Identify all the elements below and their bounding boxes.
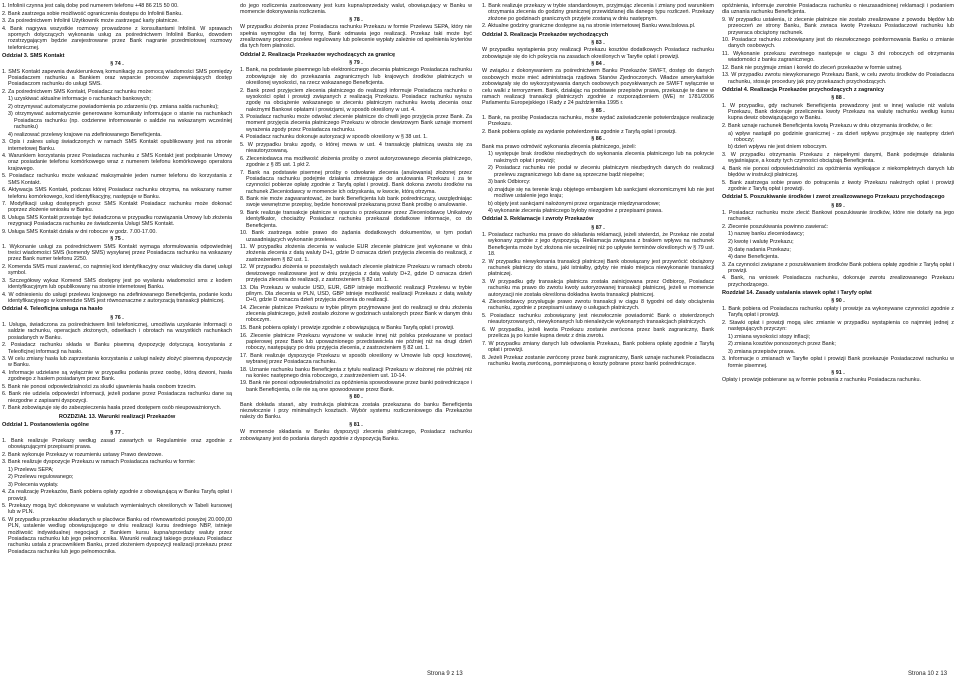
numbered-clause: 3. Za pośrednictwem Infolinii Użytkownik może zastrzegać karty płatnicze. xyxy=(2,18,179,25)
numbered-clause: 3. Bank realizuje dyspozycje Przekazu w ramach Posiadacza rachunku w formie: xyxy=(2,459,196,466)
numbered-clause: 4. Zleceniodawcy przysługuje prawo zwrotu transakcji w ciągu 8 tygodni od daty obciążenia rachunku, zgodnie z przepisami ustawy o usługach płatniczych. xyxy=(482,299,714,312)
paragraph: W przypadku wystąpienia przy realizacji Przekazu kosztów dodatkowych Posiadacz rachunku zobowiązuje się do ich pokrycia na zasadach określonych w Taryfie opłat i prowizji. xyxy=(482,47,714,60)
paragraph-number: § 88 . xyxy=(831,95,845,102)
paragraph-number: § 91 . xyxy=(831,370,845,377)
paragraph-number: § 83 . xyxy=(591,39,605,46)
numbered-clause: 9. W przypadku ustalenia, iż zlecenie płatnicze nie zostało zrealizowane z powodu błędów lub przeoczeń ze strony Banku, Bank zwraca kwotę Przekazu Posiadaczowi rachunku lub przywraca obciążony rachunek. xyxy=(722,16,954,36)
sub-clause: 3) zmiana przepisów prawa. xyxy=(728,348,796,355)
numbered-clause: 18. Uznanie rachunku banku Beneficjenta z tytułu realizacji Przekazu w złożonej nie później niż na koniec następnego dnia roboczego, z zastrzeżeniem ust. 10-14. xyxy=(240,366,472,379)
numbered-clause: 9. Bank realizuje transakcje płatnicze w oparciu o przekazane przez Zleceniodawcę Unikatowy identyfikator, chociażby Posiadacz rachunku przekazał dodatkowe informacje, co do Beneficjenta. xyxy=(240,210,472,229)
paragraph: Bank ma prawo odmówić wykonania zlecenia płatniczego, jeżeli: xyxy=(482,143,637,150)
section-heading: Oddział 3. Reklamacje i zwroty Przekazów xyxy=(482,216,594,223)
page-number-right: Strona 10 z 13 xyxy=(908,671,948,677)
numbered-clause: 7. Bank zobowiązuje się do zabezpieczenia hasła przed dostępem osób nieupoważnionych. xyxy=(2,405,222,412)
paragraph: Opłaty i prowizje pobierane są w formie pobrania z rachunku Posiadacza rachunku. xyxy=(722,377,921,384)
page-number-left: Strona 9 z 13 xyxy=(427,671,463,677)
numbered-clause: 13. W przypadku zwrotu niewykonanego Przekazu Bank, w celu zwrotu środków do Posiadacza rachunku, stosuje procedury jak przy przekazach przychodzących. xyxy=(722,72,954,85)
numbered-clause: 5. W przypadku braku zgody, o której mowa w ust. 4 transakcję płatniczą uważa się za nieautoryzowaną. xyxy=(240,141,472,155)
sub-clause: 3) datę nadania Przekazu; xyxy=(728,246,791,253)
paragraph-number: § 87 . xyxy=(591,224,605,231)
paragraph: Bank dokłada starań, aby instrukcja płatnicza została przekazana do banku Beneficjenta niezwłocznie i przy minimalnych kosztach. Wybór systemu rozliczeniowego dla Przekazów należy do Banku. xyxy=(240,401,472,421)
numbered-clause: 1. Usługa, świadczona za pośrednictwem linii telefonicznej, umożliwia uzyskanie informacji o saldzie rachunku, operacjach złożonych, odsetkach i obrotach na wszystkich rachunkach posiadanych w Banku. xyxy=(2,322,232,341)
section-heading: Oddział 1. Postanowienia ogólne xyxy=(2,421,90,428)
numbered-clause: 1. SMS Kontakt zapewnia dwukierunkową komunikację za pomocą wiadomości SMS pomiędzy Posiadaczem rachunku a Bankiem oraz wsparcie procesów zapewniających dostęp Posiadaczom rachunku do usługi SMS. xyxy=(2,68,232,88)
numbered-clause: 10. Posiadacz rachunku zobowiązany jest do niezwłocznego poinformowania Banku o zmianie danych osobowych. xyxy=(722,37,954,50)
sub-clause: 2) kwotę i walutę Przekazu; xyxy=(728,238,794,245)
paragraph-number: § 89 . xyxy=(831,202,845,209)
numbered-clause: 5. Bank zastrzega sobie prawo do potrącenia z kwoty Przekazu należnych opłat i prowizji zgodnie z Taryfą opłat i prowizji. xyxy=(722,179,954,192)
numbered-clause: 3. W przypadku otrzymania Przekazu z niepełnymi danymi, Bank podejmuje działania wyjaśniające, a koszty tych czynności obciążają Beneficjenta. xyxy=(722,151,954,165)
numbered-clause: 4. Za realizację Przekazów, Bank pobiera opłaty zgodnie z obowiązującą w Banku Taryfą opłat i prowizji. xyxy=(2,489,232,502)
sub-clause: 1) występuje brak środków niezbędnych do wykonania zlecenia płatniczego lub na pokrycie należnych opłat i prowizji; xyxy=(488,151,714,164)
numbered-clause: 5. Przekazy mogą być dokonywane w walutach wymienialnych określonych w Tabeli kursowej lub w PLN. xyxy=(2,503,232,516)
section-heading: Oddział 3. Realizacja Przekazów wychodzących xyxy=(482,31,609,38)
numbered-clause: 5. Posiadacz rachunku zobowiązany jest niezwłocznie powiadomić Bank o stwierdzonych nieautoryzowanych, niewykonanych lub nienależycie wykonanych transakcjach płatniczych. xyxy=(482,312,714,326)
paragraph-number: § 77 . xyxy=(110,430,124,437)
numbered-clause: 16. Zlecenie płatnicze Przekazu wyrażone w walucie innej niż polska przekazane w postaci papierowej przez Bank lub upoważnionego przedstawiciela nie później niż na drugi dzień roboczy, następujący po dniu przyjęcia zlecenia, z zastrzeżeniem § 82 ust. 1. xyxy=(240,332,472,352)
numbered-clause: 1. W przypadku, gdy rachunek Beneficjenta prowadzony jest w innej walucie niż waluta Przekazu, Bank dokonuje przeliczenia kwoty Przekazu na walutę rachunku według kursu kupna dewiz obowiązującego w Banku. xyxy=(722,102,954,122)
sub-clause: 3) bank Odbiorcy: xyxy=(488,179,531,186)
paragraph: opóźnienia, informuje zwrotnie Posiadacza rachunku o nieuzasadnionej reklamacji i podaniem dla uznania rachunku Beneficjenta. xyxy=(722,3,954,16)
numbered-clause: 2. W przypadku niewykonania transakcji płatniczej Bank obowiązany jest przywrócić obciążony rachunek płatniczy do stanu, jaki istniałby, gdyby nie miało miejsca niewykonanie transakcji płatniczej. xyxy=(482,258,714,278)
paragraph-number: § 75 . xyxy=(110,236,124,243)
numbered-clause: 19. Bank nie ponosi odpowiedzialności za opóźnienia spowodowane przez banki pośredniczące i bank Beneficjenta, o ile nie są one spowodowane przez Bank. xyxy=(240,380,472,393)
paragraph-number: § 76 . xyxy=(110,314,124,321)
numbered-clause: 1. Bank, na podstawie pisemnego lub elektronicznego zlecenia płatniczego Posiadacza rachunku zobowiązuje się do przekazania zagranicznych lub krajowych środków płatniczych w określonej wysokości, na rzecz wskazanego Beneficjenta. xyxy=(240,67,472,86)
section-heading: Oddział 5. Poszukiwanie środków i zwrot zrealizowanego Przekazu przychodzącego xyxy=(722,194,945,201)
numbered-clause: 1. Bank realizuje Przekazy według zasad zawartych w Regulaminie oraz zgodnie z obowiązującymi przepisami prawa. xyxy=(2,437,232,450)
numbered-clause: 7. W przypadku zmiany danych lub odwołania Przekazu, Bank pobiera opłatę zgodnie z Taryfą opłat i prowizji. xyxy=(482,340,714,354)
numbered-clause: 5. Bank nie ponosi odpowiedzialności za skutki ujawnienia hasła osobom trzecim. xyxy=(2,383,197,390)
numbered-clause: 3. Opis i zakres usług świadczonych w ramach SMS Kontakt opublikowany jest na stronie internetowej Banku. xyxy=(2,139,232,152)
sub-clause: 1) zmiana wysokości stopy inflacji; xyxy=(728,333,811,340)
numbered-clause: 4. Warunkiem korzystania przez Posiadacza rachunku z SMS Kontakt jest podpisanie Umowy oraz posiadanie telefonu komórkowego wraz z numerem telefonu komórkowego operatora krajowego. xyxy=(2,153,232,172)
paragraph: W związku z dokonywaniem za pośrednictwem Banku Przekazów SWIFT, dostęp do danych osobowych może mieć administracja rządowa Stanów Zjednoczonych. Władze amerykańskie zobowiązały się do wykorzystywania danych osobowych pozyskiwanych ze SWIFT wyłącznie w celu walki z terroryzmem. Bank, działając na podstawie przepisów prawa, przekazuje te dane w ramach realizacji transakcji płatniczych zgodnie z rozporządzeniem (WE) nr 1781/2006 Parlamentu Europejskiego i Rady z 24 października 1995 r. xyxy=(482,68,714,107)
numbered-clause: 7. Modyfikacji usług dostępnych przez SMS Kontakt Posiadacz rachunku może dokonać poprzez złożenie wniosku w Banku. xyxy=(2,201,232,214)
numbered-clause: 8. Usługa SMS Kontakt przestaje być świadczona w przypadku rozwiązania Umowy lub złożenia rezygnacji Posiadacza rachunku ze świadczenia Usługi SMS Kontakt. xyxy=(2,214,232,228)
numbered-clause: 3. Za czynności związane z poszukiwaniem środków Bank pobiera opłatę zgodnie z Taryfą opłat i prowizji. xyxy=(722,261,954,274)
section-heading: Rozdział 14. Zasady ustalania stawek opłat i Taryfy opłat xyxy=(722,290,872,297)
paragraph-number: § 81 . xyxy=(349,421,363,428)
numbered-clause: 2. Za pośrednictwem SMS Kontakt, Posiadacz rachunku może: xyxy=(2,88,153,95)
sub-clause: 2) Posiadacz rachunku nie podał w zleceniu płatniczym niezbędnych danych do realizacji przelewu zagranicznego lub dane są sprzeczne bądź niepełne; xyxy=(488,165,714,178)
sub-clause: 1) uzyskiwać aktualne informacje o rachunkach bankowych; xyxy=(8,96,151,103)
paragraph: W przypadku złożenia przez Posiadacza rachunku Przekazu w formie Przelewu SEPA, który nie spełnia wymogów dla tej formy, Bank odmawia jego realizacji. Przekaz taki może być zrealizowany poprzez przelew regulowany lub polecenie wypłaty zależnie od spełnienia kryteriów dla tych form płatności. xyxy=(240,24,472,50)
sub-clause: a) znajduje się na terenie kraju objętego embargiem lub sankcjami ekonomicznymi lub nie jest możliwe ustalenie jego kraju; xyxy=(488,186,714,199)
numbered-clause: 1. Bank realizuje przekazy w trybie standardowym, przyjmując zlecenia i zmiany pod warunkiem otrzymania zlecenia do godziny granicznej przewidzianej dla danego typu rozliczeń. Przekazy złożone po godzinach granicznych przyjęte zostaną w dniu następnym. xyxy=(482,3,714,22)
numbered-clause: 3. W przypadku gdy transakcja płatnicza została zainicjowana przez Odbiorcę, Posiadacz rachunku ma prawo do zwrotu kwoty autoryzowanej transakcji płatniczej, jeżeli w momencie autoryzacji nie została określona dokładna kwota transakcji płatniczej. xyxy=(482,278,714,298)
numbered-clause: 11. Wykonanie przekazu zwrotnego następuje w ciągu 3 dni roboczych od otrzymania wiadomości z banku zagranicznego. xyxy=(722,50,954,64)
sub-clause: 1) Przelewu SEPA; xyxy=(8,466,54,473)
numbered-clause: 2. Bank uznaje rachunek Beneficjenta kwotą Przekazu w dniu otrzymania środków, o ile: xyxy=(722,122,933,129)
text-column-2 xyxy=(240,3,472,667)
sub-clause: 4) wykonanie zlecenia płatniczego byłoby niezgodne z przepisami prawa. xyxy=(488,208,663,215)
paragraph: W momencie składania w Banku dyspozycji zlecenia płatniczego, Posiadacz rachunku zobowiązany jest do podania danych zgodnie z dyspozycją Banku. xyxy=(240,429,472,442)
text-column-1 xyxy=(2,3,232,667)
numbered-clause: 4. Informacje udzielane są wyłącznie w przypadku podania przez osobę, którą dzwoni, hasła zgodnego z hasłem posiadanym przez Bank. xyxy=(2,370,232,383)
numbered-clause: 3. Informacje o zmianach w Taryfie opłat i prowizji Bank przekazuje Posiadaczowi rachunku w formie pisemnej. xyxy=(722,356,954,369)
sub-clause: 4) realizować przelewy krajowe na zdefiniowanego Beneficjenta. xyxy=(8,131,162,138)
numbered-clause: 4. Bank nagrywa wszystkie rozmowy prowadzone z konsultantami Infolinii. W sprawach spornych dotyczących wykonania usług za pośrednictwem Infolinii Banku, dowodem rozstrzygającym będzie zarejestrowane przez Bank nagranie przedmiotowej rozmowy telefonicznej. xyxy=(2,25,232,51)
numbered-clause: 3. W celu zmiany hasła lub zaprzestania korzystania z usługi należy złożyć pisemną dyspozycję w Banku. xyxy=(2,356,232,369)
numbered-clause: 10. Bank zastrzega sobie prawo do żądania dodatkowych dokumentów, w tym podań uzasadniających wykonanie przelewu. xyxy=(240,230,472,243)
numbered-clause: 1. Posiadacz rachunku może zlecić Bankowi poszukiwanie środków, które nie dotarły na jego rachunek. xyxy=(722,210,954,223)
sub-clause: 2) zmiana kosztów ponoszonych przez Bank; xyxy=(728,341,836,348)
numbered-clause: 12. W przypadku złożenia w pozostałych walutach zlecenie płatnicze Przekazu w ramach obrotu dewizowego realizowane jest w dniu przyjęcia z datą waluty D+2, gdzie D oznacza dzień przyjęcia zlecenia do realizacji, z zastrzeżeniem § 82 ust. 1. xyxy=(240,264,472,283)
sub-clause: 1) nazwę banku zleceniodawcy; xyxy=(728,231,805,238)
paragraph-number: § 78 . xyxy=(349,16,363,23)
numbered-clause: 2. Zlecenie poszukiwania powinno zawierać: xyxy=(722,223,829,230)
numbered-clause: 6. W przypadku, jeżeli kwota Przekazu zostanie zwrócona przez bank zagraniczny, Bank przelicza ją po kursie kupna dewiz z dnia zwrotu. xyxy=(482,326,714,340)
paragraph: do jego rozliczenia zastosowany jest kurs kupna/sprzedaży walut, obowiązujący w Banku w momencie dokonywania rozliczenia. xyxy=(240,3,472,16)
sub-clause: 3) Polecenia wypłaty. xyxy=(8,481,59,488)
numbered-clause: 4. Posiadacz rachunku dokonuje autoryzacji w sposób określony w § 38 ust. 1. xyxy=(240,134,428,141)
paragraph-number: § 74 . xyxy=(110,61,124,68)
paragraph-number: § 79 . xyxy=(349,59,363,66)
numbered-clause: 8. Bank nie może zagwarantować, że bank Beneficjenta lub bank pośredniczący, uwzględniając swoje wewnętrzne przepisy, będzie honorował przekazaną przez Bank prośbę o anulowanie. xyxy=(240,196,472,209)
numbered-clause: 2. Bank pobiera opłatę za wydanie potwierdzenia zgodnie z Taryfą opłat i prowizji. xyxy=(482,128,677,135)
sub-clause: b) dzień wpływu nie jest dniem roboczym. xyxy=(728,144,828,151)
text-column-4 xyxy=(722,3,954,667)
paragraph-number: § 80 . xyxy=(349,394,363,401)
numbered-clause: 1. Wykonanie usługi za pośrednictwem SMS Kontakt wymaga sformułowania odpowiedniej treści wiadomości SMS (komendy SMS) wysyłanej przez Posiadacza rachunku na wskazany przez Bank numer telefonu 2250. xyxy=(2,243,232,263)
numbered-clause: 2. Bank przed przyjęciem zlecenia płatniczego do realizacji informuje Posiadacza rachunku o wysokości opłat i prowizji związanych z realizacją Przekazu. Posiadacz rachunku wyraża zgodę na obciążenie wskazanego w zleceniu płatniczym rachunku kwotą zlecenia oraz należnymi Bankowi opłatami i prowizjami, w sposób określony w ust. 4. xyxy=(240,87,472,113)
numbered-clause: 7. Bank na podstawie pisemnej prośby o odwołanie zlecenia (anulowania) złożonej przez Posiadacza rachunku podejmie działania zmierzające do anulowania Przekazu i za te czynności pobierze opłatę zgodnie z Taryfą opłat i prowizji. Bank dokona zwrotu środków na rachunek Zleceniodawcy w momencie ich odzyskania, w kwocie, którą otrzyma. xyxy=(240,169,472,195)
numbered-clause: 13. Dla Przekazu w walucie USD, EUR, GBP istnieje możliwość realizacji Przelewu w trybie pilnym. Dla zlecenia w PLN, USD, GBP istnieje możliwość realizacji Przekazu z datą waluty D+0, gdzie D oznacza dzień przyjęcia zlecenia do realizacji. xyxy=(240,284,472,304)
numbered-clause: 3. Posiadacz rachunku może odwołać zlecenie płatnicze do chwili jego przyjęcia przez Bank. Za moment przyjęcia zlecenia płatniczego Przekazu w obrocie dewizowym Bank uznaje moment wyrażenia zgody przez Posiadacza rachunku. xyxy=(240,114,472,133)
section-heading: Oddział 2. Realizacja Przekazów wychodzących za granicę xyxy=(240,51,396,58)
numbered-clause: 1. Infolinii czynna jest całą dobę pod numerem telefonu +48 86 215 50 00. xyxy=(2,3,179,9)
numbered-clause: 2. Komenda SMS musi zawierać, co najmniej kod identyfikacyjny oraz właściwy dla danej usługi symbol. xyxy=(2,263,232,277)
numbered-clause: 2. Bank zastrzega sobie możliwość ograniczenia dostępu do Infolinii Banku. xyxy=(2,10,183,17)
numbered-clause: 2. Posiadacz rachunku składa w Banku pisemną dyspozycję dotyczącą korzystania z Teleoficjnej informacji na hasło. xyxy=(2,342,232,355)
paragraph-number: § 86 . xyxy=(591,136,605,143)
sub-clause: 4) dane Beneficjenta. xyxy=(728,254,779,261)
numbered-clause: 2. Aktualne godziny graniczne dostępne są na stronie internetowej Banku www.bslowa.pl. xyxy=(482,23,696,30)
paragraph-number: § 90 . xyxy=(831,298,845,305)
numbered-clause: 1. Bank pobiera od Posiadacza rachunku opłaty i prowizje za wykonywane czynności zgodnie z Taryfą opłat i prowizji. xyxy=(722,305,954,319)
chapter-heading: ROZDZIAŁ 13. Warunki realizacji Przekazów xyxy=(58,413,176,420)
numbered-clause: 6. W przypadku przekazów składanych w placówce Banku od równowartości powyżej 20.000,00 PLN, ustalenie wedlug obowiązującego w dniu realizacji kursu średniego NBP, istnieje możliwość indywidualnej negocjacji z Bankiem kursu kupna/sprzedaży waluty przez Posiadacza rachunku lub jego pełnomocnika. Warunki realizacji takiego przekazu Posiadacz rachunku ustala z pracownikiem Banku, przed złożeniem dyspozycji realizacji przekazu przez Posiadacza rachunku lub jego pełnomocnika. xyxy=(2,516,232,555)
numbered-clause: 6. Aktywacja SMS Kontakt, podczas której Posiadacz rachunku otrzyma, na wskazany numer telefonu komórkowego, kod identyfikacyjny, następuje w Banku. xyxy=(2,187,232,200)
sub-clause: 3) otrzymywać automatycznie generowane komunikaty informujące o stanie na rachunkach Posiadacza rachunku (np. codzienne informowanie o saldzie na wskazanym wcześniej rachunku) xyxy=(8,111,232,131)
paragraph-number: § 84 . xyxy=(591,61,605,68)
sub-clause: b) objęty jest sankcjami nałożonymi przez organizacje międzynarodowe; xyxy=(488,200,661,207)
numbered-clause: 5. Posiadacz rachunku może wskazać maksymalnie jeden numer telefonu do korzystania z SMS Kontakt. xyxy=(2,173,232,186)
text-column-3 xyxy=(482,3,714,667)
numbered-clause: 6. Zleceniodawca ma możliwość złożenia prośby o zwrot autoryzowanego zlecenia płatniczego, zgodnie z § 85 ust. 1 pkt 2. xyxy=(240,155,472,169)
numbered-clause: 4. Bank, na wniosek Posiadacza rachunku, dokonuje zwrotu zrealizowanego Przekazu przychodzącego. xyxy=(722,275,954,288)
numbered-clause: 15. Bank pobiera opłaty i prowizje zgodnie z obowiązującą w Banku Taryfą opłat i prowizji. xyxy=(240,324,455,331)
numbered-clause: 11. W przypadku złożenia zlecenia w walucie EUR zlecenie płatnicze jest wykonane w dniu złożenia zlecenia z datą waluty D+1, gdzie D oznacza dzień przyjęcia zlecenia do realizacji, z zastrzeżeniem § 82 ust. 1. xyxy=(240,244,472,263)
sub-clause: a) wpływ nastąpił po godzinie granicznej - za dzień wpływu przyjmuje się następny dzień roboczy; xyxy=(728,130,954,143)
numbered-clause: 17. Bank realizuje dyspozycje Przekazu w sposób określony w Umowie lub opcji kosztowej, wybranej przez Posiadacza rachunku. xyxy=(240,352,472,366)
numbered-clause: 4. W odniesieniu do usługi przelewu krajowego na zdefiniowanego Beneficjenta, podanie kodu identyfikacyjnego w komendzie SMS jest równoznaczne z autoryzacją transakcji płatniczej. xyxy=(2,291,232,304)
numbered-clause: 14. Zlecenie płatnicze Przekazu w trybie pilnym przyjmowane jest do realizacji w dniu złożenia zlecenia płatniczego, jeżeli zostało złożone w godzinach ustalonych przez Bank w danym dniu roboczym. xyxy=(240,304,472,324)
numbered-clause: 12. Bank nie przyjmuje zmian i korekt do zleceń przekazów w formie ustnej. xyxy=(722,64,903,71)
section-heading: Oddział 3. SMS Kontakt xyxy=(2,52,65,59)
sub-clause: 2) otrzymywać automatyczne powiadomienia po zdarzeniu (np. zmiana salda rachunku); xyxy=(8,103,219,110)
numbered-clause: 9. Usługa SMS Kontakt działa w dni robocze w godz. 7.00-17.00. xyxy=(2,228,157,235)
numbered-clause: 1. Bank, na prośbę Posiadacza rachunku, może wydać zaświadczenie potwierdzające realizację Przekazu. xyxy=(482,115,714,128)
paragraph-number: § 85 . xyxy=(591,107,605,114)
numbered-clause: 2. Bank wykonuje Przekazy w rozumieniu ustawy Prawo dewizowe. xyxy=(2,451,163,458)
numbered-clause: 1. Posiadacz rachunku ma prawo do składania reklamacji, jeżeli stwierdzi, że Przekaz nie został wykonany zgodnie z jego dyspozycją. Reklamacja związana z brakiem wpływu na rachunek Beneficjenta może być złożona nie wcześniej niż po upływie terminów określonych w § 79 ust. 18. xyxy=(482,232,714,258)
numbered-clause: 8. Jeżeli Przekaz zostanie zwrócony przez bank zagraniczny, Bank uznaje rachunek Posiadacza rachunku kwotą zwróconą, pomniejszoną o koszty pobrane przez banki pośredniczące. xyxy=(482,354,714,367)
numbered-clause: 6. Bank nie udziela odpowiedzi informacji, jeżeli podane przez Posiadacza rachunku dane są niezgodne z zapisami dyspozycji. xyxy=(2,391,232,404)
numbered-clause: 3. Szczegółowy wykaz Komend SMS dostępny jest po wysłaniu wiadomości sms z kodem identyfikacyjnym lub opublikowany na stronie internetowej Banku. xyxy=(2,277,232,291)
section-heading: Oddział 4. Teleoficjna usługa na hasło xyxy=(2,306,103,313)
sub-clause: 2) Przelewu regulowanego; xyxy=(8,474,74,481)
numbered-clause: 4. Bank nie ponosi odpowiedzialności za opóźnienia wynikające z niekompletnych danych lub błędów w instrukcji płatniczej. xyxy=(722,165,954,179)
numbered-clause: 2. Stawki opłat i prowizji mogą ulec zmianie w przypadku wystąpienia co najmniej jednej z następujących przyczyn: xyxy=(722,319,954,333)
section-heading: Oddział 4. Realizacja Przekazów przychodzących z zagranicy xyxy=(722,87,884,94)
